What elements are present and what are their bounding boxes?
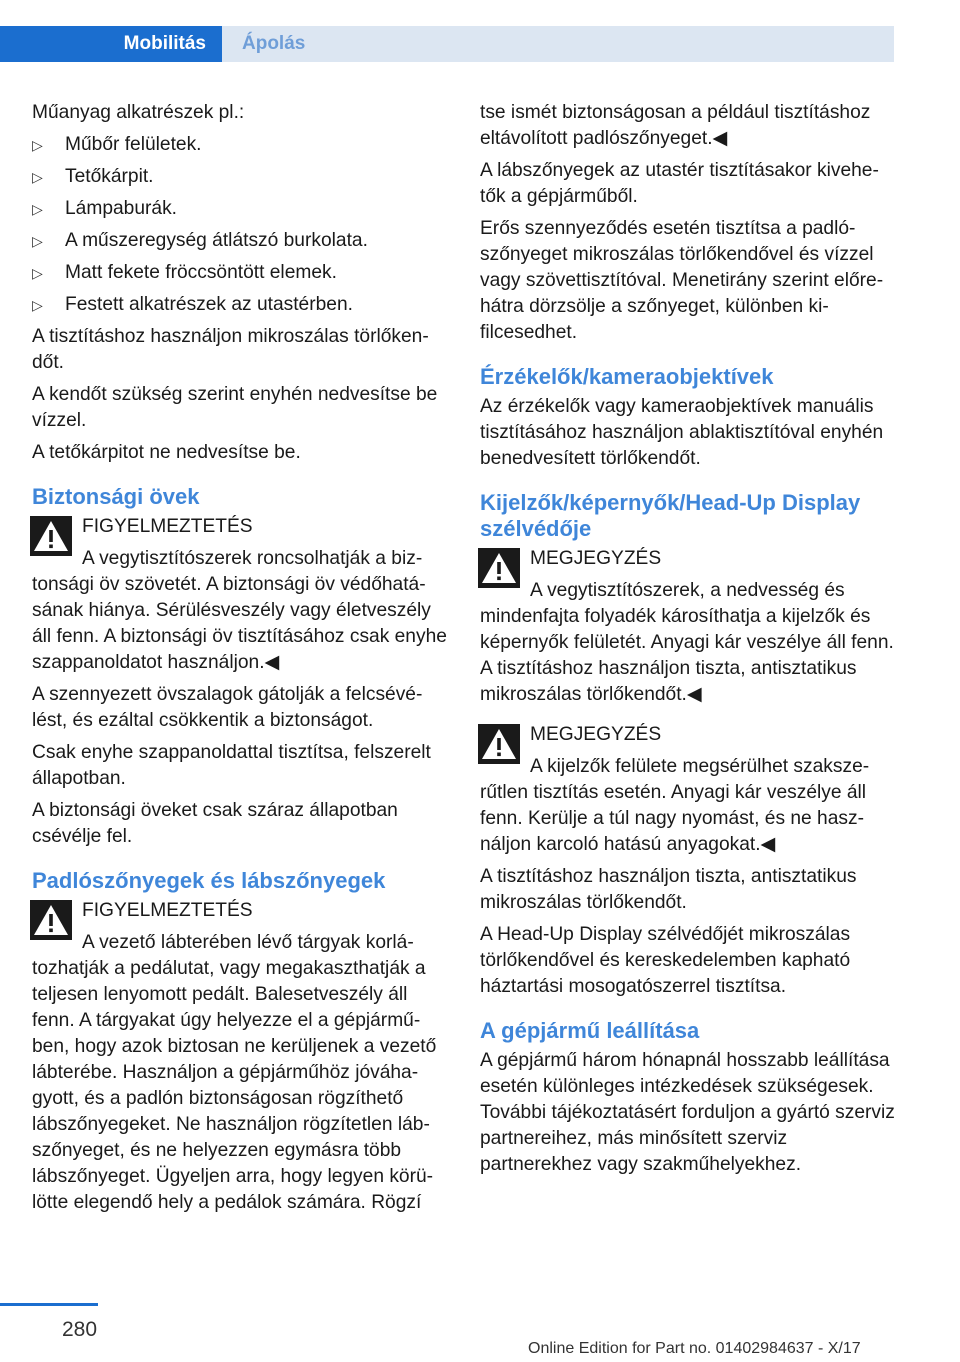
heading-erzekelok: Érzékelők/kameraobjektívek — [480, 364, 774, 389]
left-column — [32, 100, 450, 1222]
tab-mobilitas[interactable]: Mobilitás — [0, 26, 222, 62]
heading-leallitas: A gépjármű leállítása — [480, 1018, 700, 1043]
list-item: ▷ Festett alkatrészek az utastérben. — [32, 292, 450, 318]
list-item: ▷ Matt fekete fröccsöntött elemek. — [32, 260, 450, 286]
paragraph: A tisztításhoz használjon tiszta, antisztatikus mikroszálas törlőkendőt. — [480, 866, 857, 913]
note-text: A kijelzők felülete megsérülhet szakszerűtlen tisztítás esetén. Anyagi kár veszélye áll fenn. Kerülje a túl nagy nyomást, és ne használjon karcoló hatású anyagokat.◀ — [480, 756, 870, 855]
bullet-triangle-icon: ▷ — [32, 297, 43, 313]
paragraph: A kendőt szükség szerint enyhén nedvesítse be vízzel. — [32, 384, 438, 431]
heading-padloszonyegek: Padlószőnyegek és lábszőnyegek — [32, 868, 386, 893]
bullet-triangle-icon: ▷ — [32, 169, 43, 185]
warning-heading: FIGYELMEZTETÉS — [82, 900, 253, 921]
paragraph: Csak enyhe szappanoldattal tisztítsa, felszerelt állapotban. — [32, 742, 431, 789]
bullet-triangle-icon: ▷ — [32, 265, 43, 281]
tab-apolas[interactable]: Ápolás — [222, 26, 894, 62]
note-box — [480, 722, 898, 858]
paragraph: A szennyezett övszalagok gátolják a felcsévélést, és ezáltal csökkentik a biztonságot. — [32, 684, 423, 731]
note-box — [480, 546, 898, 708]
heading-biztonsagi-ovek: Biztonsági övek — [32, 484, 200, 509]
note-heading: MEGJEGYZÉS — [530, 724, 662, 745]
note-text: A vegytisztítószerek, a nedvesség és mindenfajta folyadék károsíthatja a kijelzők és képernyők felületét. Anyagi kár veszélye áll fenn. A tisztításhoz használjon tiszta, antisztatikus mikroszálas törlőkendőt.◀ — [480, 580, 894, 705]
list-item: ▷ Tetőkárpit. — [32, 164, 450, 190]
heading-kijelzok: Kijelzők/képernyők/Head-Up Display szélvédője — [480, 490, 861, 541]
warning-text: A vezető lábterében lévő tárgyak korlátozhatják a pedálutat, vagy megakaszthatják a teljesen lenyomott pedált. Balesetveszély áll fenn. A tárgyakat úgy helyezze el a gépjárműben, hogy azok biztosan ne kerüljenek a vezető lábterébe. Használjon a gépjárműhöz jóváhagyott, és a padlón biztonságosan rögzíthető lábszőnyegeket. Ne használjon rögzítetlen lábszőnyeget, és ne helyezzen egymásra több lábszőnyeget. Ügyeljen arra, hogy legyen körülötte elegendő hely a pedálok számára. Rögzí — [32, 932, 437, 1213]
warning-text: A vegytisztítószerek roncsolhatják a biztonsági öv szövetét. A biztonsági öv védőhatásának hiánya. Sérülésveszély vagy életveszély áll fenn. A biztonsági öv tisztításához csak enyhe szappanoldatot használjon.◀ — [32, 548, 447, 673]
bullet-triangle-icon: ▷ — [32, 137, 43, 153]
paragraph: A tetőkárpitot ne nedvesítse be. — [32, 442, 301, 463]
bullet-triangle-icon: ▷ — [32, 233, 43, 249]
note-heading: MEGJEGYZÉS — [530, 548, 662, 569]
warning-triangle-icon — [30, 900, 72, 940]
paragraph: Erős szennyeződés esetén tisztítsa a padlószőnyeget mikroszálas törlőkendővel és vízzel vagy szövettisztítóval. Menetirány szerint előre-hátra dörzsölje a szőnyeget, különben kifilcesedhet. — [480, 218, 884, 343]
section-tab-bar — [0, 26, 894, 62]
warning-box — [32, 898, 450, 1216]
paragraph: Az érzékelők vagy kameraobjektívek manuális tisztításához használjon ablaktisztítóval enyhén benedvesített törlőkendőt. — [480, 396, 884, 469]
paragraph: A biztonsági öveket csak száraz állapotban csévélje fel. — [32, 800, 398, 847]
list-item: ▷ A műszeregység átlátszó burkolata. — [32, 228, 450, 254]
paragraph: A Head-Up Display szélvédőjét mikroszálas törlőkendővel és kereskedelemben kapható háztartási mosogatószerrel tisztítsa. — [480, 924, 851, 997]
bullet-triangle-icon: ▷ — [32, 201, 43, 217]
paragraph: A lábszőnyegek az utastér tisztításakor kivehetők a gépjárműből. — [480, 160, 879, 207]
list-item: ▷ Lámpaburák. — [32, 196, 450, 222]
page-number: 280 — [62, 1318, 98, 1341]
list-item: ▷ Műbőr felületek. — [32, 132, 450, 158]
warning-triangle-icon — [30, 516, 72, 556]
edition-footer: Online Edition for Part no. 01402984637 - X/17 — [528, 1340, 861, 1357]
warning-triangle-icon — [478, 548, 520, 588]
warning-box — [32, 514, 450, 676]
footer-accent-line — [0, 1303, 98, 1306]
paragraph: A gépjármű három hónapnál hosszabb leállítása esetén különleges intézkedések szükségesek. További tájékoztatásért forduljon a gyártó szerviz partnereihez, más minősített szerviz partnerekhez vagy szakműhelyekhez. — [480, 1050, 895, 1175]
paragraph: tse ismét biztonságosan a például tisztításhoz eltávolított padlószőnyeget.◀ — [480, 102, 871, 149]
intro-text: Műanyag alkatrészek pl.: — [32, 102, 245, 123]
right-column — [480, 100, 898, 1184]
warning-triangle-icon — [478, 724, 520, 764]
paragraph: A tisztításhoz használjon mikroszálas törlőkendőt. — [32, 326, 429, 373]
warning-heading: FIGYELMEZTETÉS — [82, 516, 253, 537]
